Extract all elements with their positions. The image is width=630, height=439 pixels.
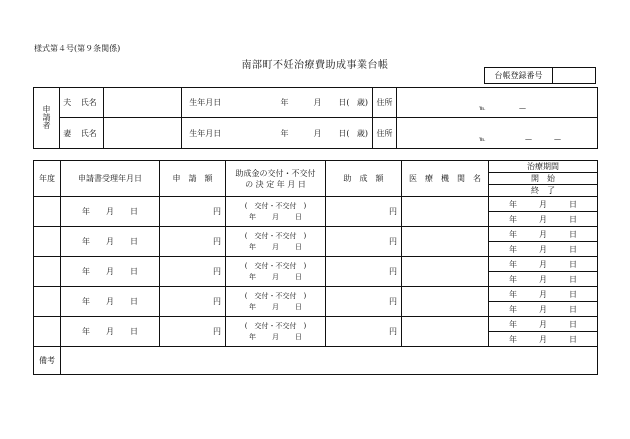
row-start-month: 月 <box>539 199 547 209</box>
row-period-end[interactable] <box>489 272 598 287</box>
row-end-year: 年 <box>509 304 517 314</box>
row-period-start[interactable] <box>489 227 598 242</box>
row-institution[interactable] <box>402 197 489 227</box>
row-dec-day: 日 <box>295 332 302 341</box>
row-grant-amount[interactable]: 円 <box>326 257 402 287</box>
row-fiscal-year[interactable] <box>34 287 61 317</box>
row-decision-date[interactable] <box>226 227 326 257</box>
row-end-day: 日 <box>569 274 577 284</box>
row-dec-day: 日 <box>295 212 302 221</box>
row-grant-choice: ( 交付・不交付 ) <box>244 291 307 300</box>
row-institution[interactable] <box>402 317 489 347</box>
row-application-amount[interactable]: 円 <box>160 287 226 317</box>
wife-address-field[interactable] <box>397 118 598 149</box>
row-app-year: 年 <box>82 297 90 306</box>
row-start-month: 月 <box>539 289 547 299</box>
row-dec-day: 日 <box>295 302 302 311</box>
col-fiscal-year: 年度 <box>34 161 61 197</box>
row-grant-amount[interactable]: 円 <box>326 317 402 347</box>
wife-tel-dash-2: — <box>554 135 561 143</box>
row-end-month: 月 <box>539 244 547 254</box>
row-dec-month: 月 <box>272 272 279 281</box>
wife-birth-label: 生年月日 <box>182 118 229 149</box>
wife-name-label: 氏名 <box>75 118 104 149</box>
row-grant-choice: ( 交付・不交付 ) <box>244 201 307 210</box>
applicant-table <box>33 87 598 149</box>
husband-name-label: 氏名 <box>75 88 104 118</box>
row-app-year: 年 <box>82 237 90 246</box>
row-start-year: 年 <box>509 199 517 209</box>
row-app-day: 日 <box>130 297 138 306</box>
row-end-day: 日 <box>569 214 577 224</box>
ledger-table <box>33 160 598 375</box>
row-period-end[interactable] <box>489 332 598 347</box>
row-start-month: 月 <box>539 229 547 239</box>
row-period-end[interactable] <box>489 212 598 227</box>
wife-tel-dash-1: — <box>525 135 532 143</box>
row-period-end[interactable] <box>489 302 598 317</box>
row-dec-year: 年 <box>249 332 256 341</box>
ledger-row <box>34 257 598 272</box>
row-period-start[interactable] <box>489 257 598 272</box>
col-institution: 医 療 機 関 名 <box>402 161 489 197</box>
row-application-amount[interactable]: 円 <box>160 257 226 287</box>
row-grant-amount[interactable]: 円 <box>326 227 402 257</box>
husband-role: 夫 <box>60 88 75 118</box>
row-app-day: 日 <box>130 207 138 216</box>
wife-role: 妻 <box>60 118 75 149</box>
row-end-month: 月 <box>539 274 547 284</box>
row-fiscal-year[interactable] <box>34 317 61 347</box>
row-dec-year: 年 <box>249 242 256 251</box>
row-end-day: 日 <box>569 304 577 314</box>
col-period: 治療期間 <box>489 161 598 173</box>
row-dec-month: 月 <box>272 332 279 341</box>
row-institution[interactable] <box>402 287 489 317</box>
row-application-date[interactable] <box>61 257 160 287</box>
ledger-row <box>34 287 598 302</box>
row-app-month: 月 <box>106 237 114 246</box>
row-decision-date[interactable] <box>226 197 326 227</box>
row-period-end[interactable] <box>489 242 598 257</box>
row-start-day: 日 <box>569 259 577 269</box>
row-period-start[interactable] <box>489 197 598 212</box>
row-start-month: 月 <box>539 259 547 269</box>
row-grant-choice: ( 交付・不交付 ) <box>244 261 307 270</box>
row-end-year: 年 <box>509 214 517 224</box>
col-period-start: 開 始 <box>489 173 598 185</box>
wife-birth-day[interactable]: 日( <box>326 118 354 149</box>
row-dec-day: 日 <box>295 272 302 281</box>
col-grant-amount: 助 成 額 <box>326 161 402 197</box>
husband-age[interactable]: 歳) <box>354 88 373 118</box>
row-start-day: 日 <box>569 229 577 239</box>
wife-address-label: 住所 <box>373 118 397 149</box>
ledger-row <box>34 197 598 212</box>
husband-birth-label: 生年月日 <box>182 88 229 118</box>
husband-tel-icon: ℡ <box>479 105 486 112</box>
row-app-day: 日 <box>130 327 138 336</box>
husband-birth-month[interactable]: 月 <box>293 88 326 118</box>
wife-birth-year[interactable]: 年 <box>229 118 293 149</box>
row-application-date[interactable] <box>61 197 160 227</box>
col-decision-line1: 助成金の交付・不交付 <box>235 168 316 178</box>
row-application-amount[interactable]: 円 <box>160 197 226 227</box>
row-start-day: 日 <box>569 319 577 329</box>
row-start-day: 日 <box>569 289 577 299</box>
row-end-year: 年 <box>509 334 517 344</box>
row-end-month: 月 <box>539 304 547 314</box>
wife-age[interactable]: 歳) <box>354 118 373 149</box>
row-start-year: 年 <box>509 229 517 239</box>
remarks-field[interactable] <box>61 347 598 375</box>
row-end-day: 日 <box>569 334 577 344</box>
row-app-day: 日 <box>130 267 138 276</box>
wife-name-field[interactable] <box>104 118 182 149</box>
col-decision-line2: の 決 定 年 月 日 <box>245 179 306 189</box>
row-dec-day: 日 <box>295 242 302 251</box>
row-application-date[interactable] <box>61 287 160 317</box>
row-app-month: 月 <box>106 327 114 336</box>
husband-birth-year[interactable]: 年 <box>229 88 293 118</box>
row-end-day: 日 <box>569 244 577 254</box>
row-start-year: 年 <box>509 319 517 329</box>
husband-name-field[interactable] <box>104 88 182 118</box>
applicant-section-label: 申請者 <box>34 88 60 149</box>
row-app-month: 月 <box>106 267 114 276</box>
row-dec-month: 月 <box>272 212 279 221</box>
wife-birth-month[interactable]: 月 <box>293 118 326 149</box>
row-app-month: 月 <box>106 297 114 306</box>
row-app-year: 年 <box>82 327 90 336</box>
row-start-day: 日 <box>569 199 577 209</box>
remarks-label: 備考 <box>34 347 61 375</box>
ledger-header-row <box>34 161 598 173</box>
row-grant-choice: ( 交付・不交付 ) <box>244 231 307 240</box>
row-fiscal-year[interactable] <box>34 197 61 227</box>
wife-tel-icon: ℡ <box>479 136 486 143</box>
registry-number-box <box>484 67 596 84</box>
row-fiscal-year[interactable] <box>34 257 61 287</box>
document-title: 南部町不妊治療費助成事業台帳 <box>241 60 389 71</box>
col-application-date: 申請書受理年月日 <box>61 161 160 197</box>
row-dec-year: 年 <box>249 302 256 311</box>
husband-tel-dash: — <box>519 104 526 112</box>
row-decision-date[interactable] <box>226 287 326 317</box>
col-period-end: 終 了 <box>489 185 598 197</box>
row-period-start[interactable] <box>489 317 598 332</box>
row-app-month: 月 <box>106 207 114 216</box>
husband-birth-day[interactable]: 日( <box>326 88 354 118</box>
row-app-day: 日 <box>130 237 138 246</box>
row-dec-month: 月 <box>272 302 279 311</box>
row-dec-month: 月 <box>272 242 279 251</box>
row-start-month: 月 <box>539 319 547 329</box>
row-grant-choice: ( 交付・不交付 ) <box>244 321 307 330</box>
row-dec-year: 年 <box>249 272 256 281</box>
row-end-year: 年 <box>509 274 517 284</box>
row-institution[interactable] <box>402 257 489 287</box>
row-fiscal-year[interactable] <box>34 227 61 257</box>
row-end-year: 年 <box>509 244 517 254</box>
row-decision-date[interactable] <box>226 317 326 347</box>
ledger-row <box>34 317 598 332</box>
row-application-amount[interactable]: 円 <box>160 227 226 257</box>
row-decision-date[interactable] <box>226 257 326 287</box>
row-grant-amount[interactable]: 円 <box>326 197 402 227</box>
row-end-month: 月 <box>539 334 547 344</box>
row-institution[interactable] <box>402 227 489 257</box>
row-application-amount[interactable]: 円 <box>160 317 226 347</box>
form-number: 様式第４号(第９条関係) <box>34 44 121 53</box>
row-app-year: 年 <box>82 207 90 216</box>
row-start-year: 年 <box>509 289 517 299</box>
remarks-row <box>34 347 598 375</box>
row-start-year: 年 <box>509 259 517 269</box>
col-application-amount: 申 請 額 <box>160 161 226 197</box>
row-end-month: 月 <box>539 214 547 224</box>
husband-address-label: 住所 <box>373 88 397 118</box>
row-grant-amount[interactable]: 円 <box>326 287 402 317</box>
wife-row <box>34 118 598 149</box>
row-dec-year: 年 <box>249 212 256 221</box>
row-app-year: 年 <box>82 267 90 276</box>
husband-address-field[interactable] <box>397 88 598 118</box>
husband-row <box>34 88 598 118</box>
col-decision-date <box>226 161 326 197</box>
row-period-start[interactable] <box>489 287 598 302</box>
row-application-date[interactable] <box>61 317 160 347</box>
ledger-row <box>34 227 598 242</box>
row-application-date[interactable] <box>61 227 160 257</box>
registry-number-label: 台帳登録番号 <box>485 68 553 83</box>
